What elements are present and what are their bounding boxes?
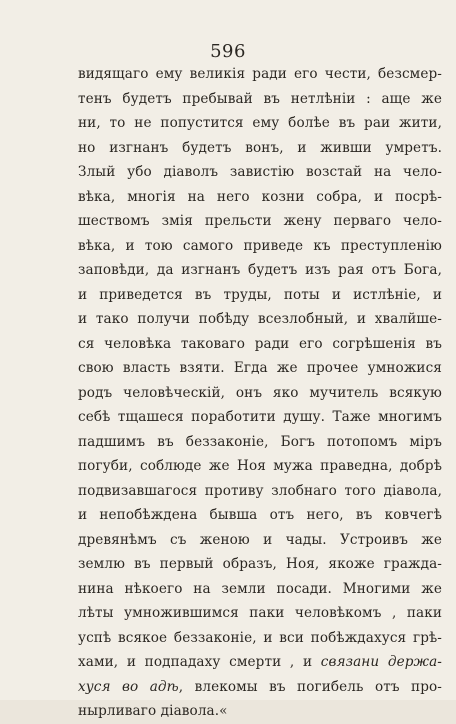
text-line-17: погуби, соблюде же Ноя мужа праведна, добрѣ <box>78 458 442 474</box>
text-line-9: заповѣди, да изгнанъ будетъ изъ рая отъ Бога, <box>78 262 442 278</box>
text-line-27: нырливаго діавола.« <box>78 703 228 719</box>
text-line-19: и непобѣждена бывша отъ него, въ ковчегѣ <box>78 507 442 523</box>
text-line-16: падшимъ въ беззаконіе, Богъ потопомъ міръ <box>78 433 442 450</box>
page-number: 596 <box>210 41 246 62</box>
text-line-25-italic: связани держа- <box>320 654 442 670</box>
text-line-20: древянѣмъ съ женою и чады. Устроивъ же <box>78 531 442 548</box>
text-line-26-plain: , влекомы въ погибель отъ про- <box>178 678 442 695</box>
text-line-15: себѣ тщашеся поработити душу. Таже многимъ <box>78 409 442 425</box>
text-line-8: вѣка, и тою самого приведе къ преступленію <box>78 237 442 254</box>
text-line-5: Злый убо діаволъ завистію возстай на чело- <box>78 164 442 180</box>
text-line-11: и тако получи побѣду всезлобный, и хвалйше- <box>78 311 442 327</box>
text-line-25 <box>78 650 442 675</box>
body-text <box>78 62 442 724</box>
text-line-4: но изгнанъ будетъ вонъ, и живши умретъ. <box>78 139 442 156</box>
text-line-2: тенъ будетъ пребывай въ нетлѣніи : аще же <box>78 90 442 107</box>
text-line-3: ни, то не попустится ему болѣе въ раи жити, <box>78 115 442 131</box>
text-line-23: лѣты умножившимся паки человѣкомъ , паки <box>78 605 442 621</box>
text-line-14: родъ человѣческій, онъ яко мучитель всякую <box>78 384 442 401</box>
text-line-13: свою власть взяти. Егда же прочее умножися <box>78 360 442 376</box>
text-line-18: подвизавшагося противу злобнаго того діавола, <box>78 482 442 499</box>
text-line-10: и приведется въ труды, поты и истлѣніе, и <box>78 286 442 303</box>
text-line-7: шествомъ змія прельсти жену перваго чело- <box>78 213 442 229</box>
text-line-12: ся человѣка таковаго ради его согрѣшенія въ <box>78 335 442 352</box>
text-line-24: успѣ всякое беззаконіе, и вси побѣждахуся грѣ- <box>78 629 442 646</box>
text-line-6: вѣка, многія на него козни собра, и посрѣ- <box>78 188 442 205</box>
text-line-21: землю въ первый образъ, Ноя, якоже гражда- <box>78 556 442 572</box>
text-line-1: видящаго ему великія ради его чести, безсмер- <box>78 66 442 82</box>
text-line-26 <box>78 675 442 700</box>
text-line-26-italic: хуся во адѣ <box>78 678 179 695</box>
text-line-25-plain: хами, и подпадаху смерти , и <box>78 654 321 670</box>
text-line-22: нина нѣкоего на земли посади. Многими же <box>78 580 442 597</box>
